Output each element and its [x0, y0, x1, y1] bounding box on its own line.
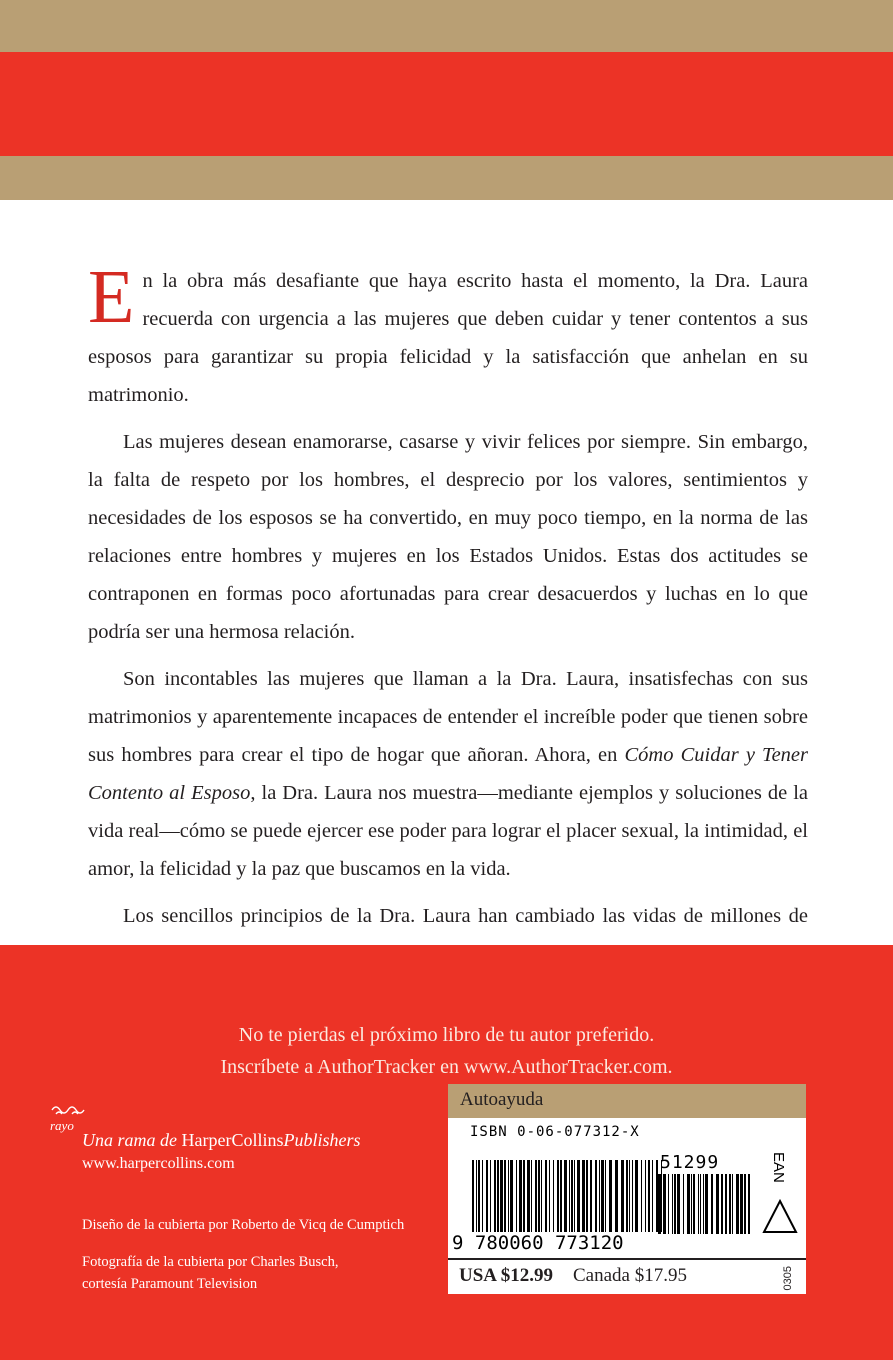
barcode-bar: [560, 1160, 562, 1232]
isbn: ISBN 0-06-077312-X: [470, 1124, 640, 1140]
cover-design-credit: Diseño de la cubierta por Roberto de Vicq de Cumptich: [82, 1217, 405, 1233]
barcode-bar: [557, 1160, 559, 1232]
barcode-bar: [698, 1174, 699, 1234]
publisher-line: Una rama de HarperCollinsPublishers: [82, 1130, 361, 1150]
ean-label: EAN: [770, 1152, 787, 1183]
barcode-bar: [508, 1160, 509, 1232]
barcode-bar: [590, 1160, 592, 1232]
barcode-bar: [605, 1160, 606, 1232]
barcode-bar: [486, 1160, 488, 1232]
print-code: 0305: [782, 1266, 794, 1291]
barcode-bar: [571, 1160, 573, 1232]
barcode-bar: [674, 1174, 676, 1234]
barcode-bar: [668, 1174, 669, 1234]
book-description: [88, 255, 808, 982]
barcode-bar: [535, 1160, 537, 1232]
price-canada: Canada $17.95: [573, 1265, 687, 1286]
barcode-bar: [553, 1160, 554, 1232]
barcode-bar: [574, 1160, 575, 1232]
barcode-bar: [632, 1160, 633, 1232]
genre-label: Autoayuda: [448, 1084, 806, 1118]
top-red-band: [0, 52, 893, 156]
barcode-bar: [641, 1160, 642, 1232]
barcode-bar: [716, 1174, 719, 1234]
paragraph-2: Las mujeres desean enamorarse, casarse y vivir felices por siempre. Sin embargo, la falta de respeto por los hombres, el desprecio por los valores, sentimientos y necesidades de los esposos se ha convertido, en muy poco tiempo, en la norma de las relaciones entre hombres y mujeres en los Estados Unidos. Estas dos actitudes se contraponen en formas poco afortunadas para crear desacuerdos y luchas en lo que podría ser una hermosa relación.: [88, 431, 808, 643]
barcode-bar: [494, 1160, 496, 1232]
barcode-bar: [721, 1174, 723, 1234]
barcode-bar: [516, 1160, 517, 1232]
author-tracker-promo: No te pierdas el próximo libro de tu autor preferido. Inscríbete a AuthorTracker en www.AuthorTracker.com.: [220, 1024, 673, 1078]
barcode-bar: [519, 1160, 522, 1232]
barcode-bar: [703, 1174, 704, 1234]
barcode-bar: [711, 1174, 713, 1234]
barcode-digits: 9 780060 773120: [452, 1232, 624, 1254]
price-row: [448, 1258, 806, 1294]
drop-cap: E: [88, 255, 135, 339]
barcode-bar: [672, 1174, 673, 1234]
barcode-bar: [648, 1160, 650, 1232]
barcode-bar: [740, 1174, 743, 1234]
cover-photo-credit: Fotografía de la cubierta por Charles Busch, cortesía Paramount Television: [82, 1254, 339, 1292]
barcode-bar: [595, 1160, 597, 1232]
barcode-bar: [687, 1174, 690, 1234]
barcode-bar: [609, 1160, 612, 1232]
barcode-bar: [599, 1160, 600, 1232]
barcode-bar: [645, 1160, 646, 1232]
barcode-bar: [472, 1160, 474, 1232]
barcode-bar: [531, 1160, 532, 1232]
barcode-bar: [658, 1174, 661, 1234]
barcode-bar: [504, 1160, 506, 1232]
barcode-bar: [497, 1160, 499, 1232]
barcode-bar: [629, 1160, 630, 1232]
paragraph-1: En la obra más desafiante que haya escrito hasta el momento, la Dra. Laura recuerda con urgencia a las mujeres que deben cuidar y tener contentos a sus esposos para garantizar su propia felicidad y la satisfacción que anhelan en su matrimonio.: [88, 255, 808, 406]
barcode-bar: [545, 1160, 547, 1232]
barcode-bar: [626, 1160, 628, 1232]
barcode-bar: [482, 1160, 483, 1232]
triangle-icon: [762, 1198, 798, 1236]
barcode-bar: [582, 1160, 585, 1232]
barcode-bar: [476, 1160, 477, 1232]
barcode-bar: [586, 1160, 588, 1232]
barcode-bar: [549, 1160, 550, 1232]
barcode-bar: [748, 1174, 750, 1234]
barcode-bar: [500, 1160, 503, 1232]
barcode-bar: [732, 1174, 733, 1234]
barcode-bar: [541, 1160, 542, 1232]
barcode-bar: [490, 1160, 491, 1232]
book-title: Cómo Cuidar y Tener Contento al Esposo: [88, 744, 808, 804]
paragraph-4: Los sencillos principios de la Dra. Laura han cambiado las vidas de millones de: [123, 905, 808, 927]
barcode-bar: [693, 1174, 695, 1234]
publisher-website: www.harpercollins.com: [82, 1155, 235, 1172]
barcode-bar: [635, 1160, 638, 1232]
barcode-box: [448, 1084, 806, 1294]
barcode-bar: [725, 1174, 727, 1234]
barcode-bar: [652, 1160, 653, 1232]
price-usa: USA $12.99: [459, 1265, 553, 1286]
top-gold-band: [0, 0, 893, 52]
barcode-bar: [621, 1160, 624, 1232]
barcode-bar: [601, 1160, 604, 1232]
addon-barcode: [658, 1174, 750, 1234]
barcode-bar: [663, 1174, 666, 1234]
barcode-bar: [729, 1174, 731, 1234]
barcode-bar: [705, 1174, 708, 1234]
barcode-bar: [700, 1174, 701, 1234]
barcode-bar: [478, 1160, 480, 1232]
barcode-bar: [569, 1160, 570, 1232]
barcode-bar: [691, 1174, 692, 1234]
middle-gold-band: [0, 156, 893, 200]
barcode-bar: [615, 1160, 618, 1232]
barcode-bar: [577, 1160, 580, 1232]
barcode-bar: [523, 1160, 525, 1232]
svg-text:rayo: rayo: [50, 1118, 74, 1133]
addon-digits: 51299: [660, 1152, 720, 1173]
barcode-bar: [564, 1160, 567, 1232]
barcode-bar: [527, 1160, 530, 1232]
barcode-bar: [510, 1160, 513, 1232]
barcode-bar: [736, 1174, 739, 1234]
paragraph-3: Son incontables las mujeres que llaman a la Dra. Laura, insatisfechas con sus matrimonios y aparentemente incapaces de entender el increíble poder que tienen sobre sus hombres para crear el tipo de hogar que añoran. Ahora, en Cómo Cuidar y Tener Contento al Esposo, la Dra. Laura nos muestra—mediante ejemplos y soluciones de la vida real—cómo se puede ejercer ese poder para lograr el placer sexual, la intimidad, el amor, la felicidad y la paz que buscamos en la vida.: [88, 668, 808, 880]
barcode-bar: [744, 1174, 746, 1234]
barcode-bar: [538, 1160, 540, 1232]
barcode-bar: [677, 1174, 680, 1234]
barcode-bar: [683, 1174, 684, 1234]
